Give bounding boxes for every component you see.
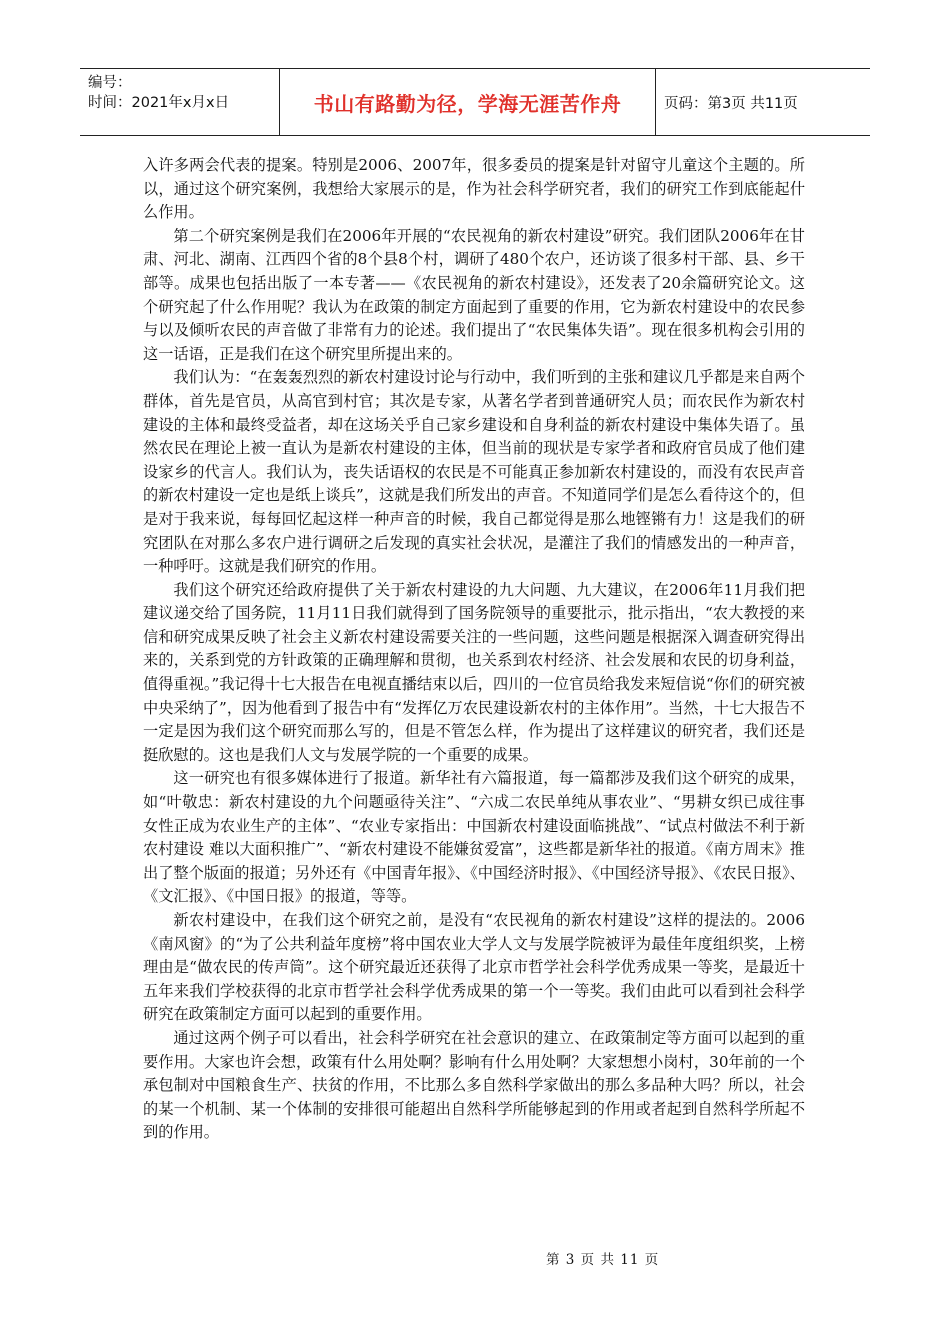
page-header: [80, 68, 870, 136]
header-meta: [80, 69, 280, 135]
paragraph-4: 我们这个研究还给政府提供了关于新农村建设的九大问题、九大建议，在2006年11月我们把建议递交给了国务院，11月11日我们就得到了国务院领导的重要批示，批示指出，“农大教授的来信和研究成果反映了社会主义新农村建设需要关注的一些问题，这些问题是根据深入调查研究得出来的，关系到党的方针政策的正确理解和贯彻，也关系到农村经济、社会发展和农民的切身利益，值得重视。”我记得十七大报告在电视直播结束以后，四川的一位官员给我发来短信说“你们的研究被中央采纳了”，因为他看到了报告中有“发挥亿万农民建设新农村的主体作用”。当然，十七大报告不一定是因为我们这个研究而那么写的，但是不管怎么样，作为提出了这样建议的研究者，我们还是挺欣慰的。这也是我们人文与发展学院的一个重要的成果。: [143, 580, 805, 764]
header-page-number: 页码：第3页 共11页: [664, 95, 798, 112]
paragraph-6: 新农村建设中，在我们这个研究之前，是没有“农民视角的新农村建设”这样的提法的。2006《南风窗》的“为了公共利益年度榜”将中国农业大学人文与发展学院被评为最佳年度组织奖，上榜理由是“做农民的传声筒”。这个研究最近还获得了北京市哲学社会科学优秀成果一等奖，是最近十五年来我们学校获得的北京市哲学社会科学优秀成果的第一个一等奖。我们由此可以看到社会科学研究在政策制定方面可以起到的重要作用。: [143, 911, 805, 1024]
header-motto: 书山有路勤为径，学海无涯苦作舟: [280, 69, 656, 135]
document-date: 时间：2021年x月x日: [88, 95, 230, 111]
paragraph-2: 第二个研究案例是我们在2006年开展的“农民视角的新农村建设”研究。我们团队2006年在甘肃、河北、湖南、江西四个省的8个县8个村，调研了480个农户，还访谈了很多村干部、县、乡干部等。成果也包括出版了一本专著——《农民视角的新农村建设》，还发表了20余篇研究论文。这个研究起了什么作用呢？我认为在政策的制定方面起到了重要的作用，它为新农村建设中的农民参与以及倾听农民的声音做了非常有力的论述。我们提出了“农民集体失语”。现在很多机构会引用的这一话语，正是我们在这个研究里所提出来的。: [143, 226, 805, 363]
page-footer: 第 3 页 共 11 页: [546, 1252, 660, 1268]
document-number-label: 编号：: [88, 75, 132, 91]
paragraph-7: 通过这两个例子可以看出，社会科学研究在社会意识的建立、在政策制定等方面可以起到的重要作用。大家也许会想，政策有什么用处啊？影响有什么用处啊？大家想想小岗村，30年前的一个承包制对中国粮食生产、扶贫的作用，不比那么多自然科学家做出的那么多品种大吗？所以，社会的某一个机制、某一个体制的安排很可能超出自然科学所能够起到的作用或者起到自然科学所起不到的作用。: [143, 1028, 805, 1142]
paragraph-1: 入许多两会代表的提案。特别是2006、2007年，很多委员的提案是针对留守儿童这个主题的。所以，通过这个研究案例，我想给大家展示的是，作为社会科学研究者，我们的研究工作到底能起什么作用。: [143, 156, 805, 222]
paragraph-3: 我们认为：“在轰轰烈烈的新农村建设讨论与行动中，我们听到的主张和建议几乎都是来自两个群体，首先是官员，从高官到村官；其次是专家，从著名学者到普通研究人员；而农民作为新农村建设的主体和最终受益者，却在这场关乎自己家乡建设和自身利益的新农村建设中集体失语了。虽然农民在理论上被一直认为是新农村建设的主体，但当前的现状是专家学者和政府官员成了他们建设家乡的代言人。我们认为，丧失话语权的农民是不可能真正参加新农村建设的，而没有农民声音的新农村建设一定也是纸上谈兵”，这就是我们所发出的声音。不知道同学们是怎么看待这个的，但是对于我来说，每每回忆起这样一种声音的时候，我自己都觉得是那么地铿锵有力！这是我们的研究团队在对那么多农户进行调研之后发现的真实社会状况，是灌注了我们的情感发出的一种声音，一种呼吁。这就是我们研究的作用。: [143, 368, 805, 576]
document-body: [143, 154, 805, 1145]
paragraph-5: 这一研究也有很多媒体进行了报道。新华社有六篇报道，每一篇都涉及我们这个研究的成果，如“叶敬忠：新农村建设的九个问题亟待关注”、“六成二农民单纯从事农业”、“男耕女织已成往事 女性正成为农业生产的主体”、“农业专家指出：中国新农村建设面临挑战”、“试点村做法不利于新农村建设 难以大面积推广”、“新农村建设不能嫌贫爱富”，这些都是新华社的报道。《南方周末》推出了整个版面的报道；另外还有《中国青年报》、《中国经济时报》、《中国经济导报》、《农民日报》、《文汇报》、《中国日报》的报道，等等。: [143, 769, 805, 906]
